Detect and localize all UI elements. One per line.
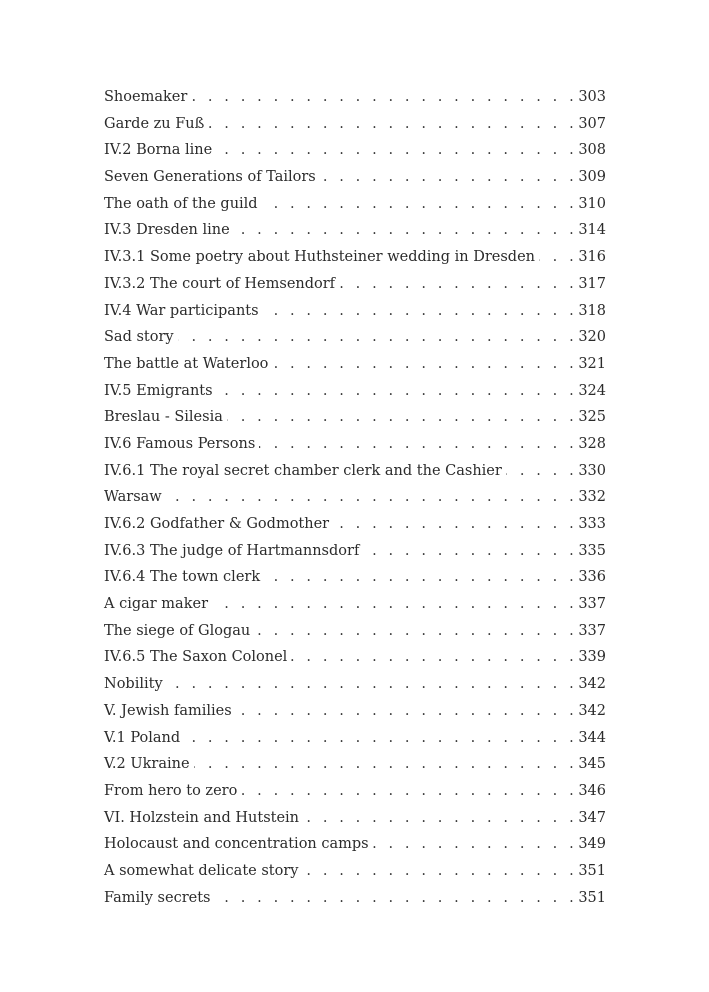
toc-entry-title: IV.6.4 The town clerk <box>104 569 261 586</box>
toc-entry-page-number: 320 <box>578 329 606 346</box>
toc-entry[interactable] <box>104 217 606 244</box>
toc-entry-page-number: 307 <box>578 115 606 132</box>
toc-entry-title: A somewhat delicate story <box>104 862 299 879</box>
toc-entry[interactable] <box>104 404 606 431</box>
toc-entry[interactable] <box>104 458 606 485</box>
toc-entry-page-number: 335 <box>578 542 606 559</box>
toc-entry[interactable] <box>104 698 606 725</box>
toc-entry-page-number: 333 <box>578 516 606 532</box>
toc-entry-title: IV.6.1 The royal secret chamber clerk and the Cashier <box>104 462 502 479</box>
toc-dot-leader <box>208 111 577 138</box>
toc-entry[interactable] <box>104 484 606 511</box>
toc-entry-title: The battle at Waterloo <box>104 355 269 372</box>
toc-entry[interactable] <box>104 324 606 351</box>
toc-entry-page-number: 347 <box>578 809 606 826</box>
toc-entry-page-number: 318 <box>578 302 606 319</box>
toc-entry-page-number: 336 <box>578 569 606 586</box>
toc-entry-title: V.1 Poland <box>104 729 181 746</box>
toc-entry-title: Family secrets <box>104 889 211 906</box>
toc-entry-page-number: 303 <box>578 89 606 105</box>
toc-entry-page-number: 349 <box>578 836 606 853</box>
toc-entry-page-number: 328 <box>578 435 606 452</box>
toc-entry[interactable] <box>104 111 606 138</box>
toc-entry-page-number: 330 <box>578 462 606 479</box>
toc-dot-leader <box>234 217 578 244</box>
toc-entry-title: IV.6.2 Godfather & Godmother <box>104 516 330 532</box>
toc-dot-leader <box>373 831 578 858</box>
toc-entry[interactable] <box>104 351 606 378</box>
toc-entry-title: Holocaust and concentration camps <box>104 836 369 853</box>
toc-entry-title: V. Jewish families <box>104 702 232 719</box>
toc-entry[interactable] <box>104 725 606 752</box>
toc-entry[interactable] <box>104 191 606 218</box>
toc-entry[interactable] <box>104 805 606 832</box>
toc-entry-title: IV.2 Borna line <box>104 142 213 159</box>
toc-entry[interactable] <box>104 831 606 858</box>
toc-entry-title: IV.6.5 The Saxon Colonel <box>104 649 288 666</box>
toc-entry[interactable] <box>104 751 606 778</box>
toc-dot-leader <box>320 164 578 191</box>
toc-entry-title: IV.6 Famous Persons <box>104 435 256 452</box>
toc-entry-page-number: 339 <box>578 649 606 666</box>
toc-dot-leader <box>184 725 577 752</box>
toc-dot-leader <box>254 618 577 645</box>
toc-dot-leader <box>272 351 577 378</box>
toc-entry-title: IV.3.1 Some poetry about Huthsteiner wedding in Dresden <box>104 249 536 266</box>
toc-entry[interactable] <box>104 244 606 271</box>
toc-entry-page-number: 325 <box>578 409 606 426</box>
toc-entry-page-number: 321 <box>578 355 606 372</box>
toc-entry[interactable] <box>104 137 606 164</box>
toc-entry[interactable] <box>104 378 606 405</box>
toc-entry[interactable] <box>104 858 606 885</box>
toc-dot-leader <box>166 484 578 511</box>
toc-entry[interactable] <box>104 644 606 671</box>
toc-dot-leader <box>167 671 578 698</box>
toc-entry-page-number: 324 <box>578 382 606 399</box>
toc-entry-page-number: 314 <box>578 222 606 239</box>
toc-entry-title: Seven Generations of Tailors <box>104 169 316 186</box>
toc-entry[interactable] <box>104 564 606 591</box>
toc-entry-page-number: 332 <box>578 489 606 506</box>
toc-entry[interactable] <box>104 538 606 565</box>
toc-dot-leader <box>217 378 578 405</box>
toc-dot-leader <box>241 778 577 805</box>
toc-entry-title: Shoemaker <box>104 89 188 105</box>
toc-dot-leader <box>291 644 577 671</box>
toc-entry-page-number: 309 <box>578 169 606 186</box>
toc-entry-title: Breslau - Silesia <box>104 409 223 426</box>
toc-entry[interactable] <box>104 511 606 538</box>
toc-dot-leader <box>227 404 577 431</box>
toc-entry-title: Sad story <box>104 329 174 346</box>
toc-entry[interactable] <box>104 84 606 111</box>
toc-dot-leader <box>236 698 578 725</box>
toc-entry-page-number: 337 <box>578 622 606 639</box>
toc-entry-title: IV.5 Emigrants <box>104 382 213 399</box>
toc-dot-leader <box>212 591 577 618</box>
toc-dot-leader <box>262 191 578 218</box>
toc-entry-title: From hero to zero <box>104 782 238 799</box>
toc-dot-leader <box>216 137 577 164</box>
toc-entry-page-number: 345 <box>578 756 606 773</box>
toc-dot-leader <box>264 564 577 591</box>
toc-entry[interactable] <box>104 271 606 298</box>
table-of-contents <box>104 84 606 911</box>
toc-entry[interactable] <box>104 591 606 618</box>
toc-entry-page-number: 342 <box>578 676 606 693</box>
toc-dot-leader <box>178 324 578 351</box>
toc-entry-title: IV.6.3 The judge of Hartmannsdorf <box>104 542 360 559</box>
toc-entry-title: The siege of Glogau <box>104 622 251 639</box>
toc-entry-title: The oath of the guild <box>104 195 258 212</box>
toc-entry-title: IV.4 War participants <box>104 302 259 319</box>
toc-entry[interactable] <box>104 618 606 645</box>
toc-entry-page-number: 308 <box>578 142 606 159</box>
toc-entry-page-number: 310 <box>578 195 606 212</box>
toc-entry-page-number: 342 <box>578 702 606 719</box>
toc-dot-leader <box>191 84 577 111</box>
toc-dot-leader <box>539 244 577 271</box>
toc-entry-page-number: 346 <box>578 782 606 799</box>
toc-entry-title: VI. Holzstein and Hutstein <box>104 809 300 826</box>
toc-dot-leader <box>214 885 577 912</box>
toc-dot-leader <box>302 858 577 885</box>
toc-entry-title: IV.3.2 The court of Hemsendorf <box>104 275 336 292</box>
toc-entry-title: IV.3 Dresden line <box>104 222 230 239</box>
toc-entry[interactable] <box>104 671 606 698</box>
toc-entry-page-number: 344 <box>578 729 606 746</box>
toc-dot-leader <box>303 805 577 832</box>
toc-dot-leader <box>194 751 578 778</box>
toc-entry-title: Nobility <box>104 676 163 693</box>
toc-dot-leader <box>506 458 578 485</box>
toc-entry[interactable] <box>104 431 606 458</box>
toc-entry[interactable] <box>104 885 606 912</box>
toc-entry-title: A cigar maker <box>104 596 208 613</box>
toc-entry-page-number: 351 <box>578 889 606 906</box>
toc-entry-title: Warsaw <box>104 489 162 506</box>
toc-entry-title: Garde zu Fuß <box>104 115 205 132</box>
toc-entry-title: V.2 Ukraine <box>104 756 190 773</box>
toc-entry[interactable] <box>104 164 606 191</box>
toc-entry-page-number: 337 <box>578 596 606 613</box>
toc-entry-page-number: 351 <box>578 862 606 879</box>
toc-entry-page-number: 316 <box>578 249 606 266</box>
toc-entry[interactable] <box>104 778 606 805</box>
toc-dot-leader <box>363 538 577 565</box>
toc-dot-leader <box>333 511 577 538</box>
toc-dot-leader <box>339 271 577 298</box>
toc-entry[interactable] <box>104 298 606 325</box>
toc-entry-page-number: 317 <box>578 275 606 292</box>
toc-dot-leader <box>259 431 577 458</box>
toc-dot-leader <box>263 298 578 325</box>
